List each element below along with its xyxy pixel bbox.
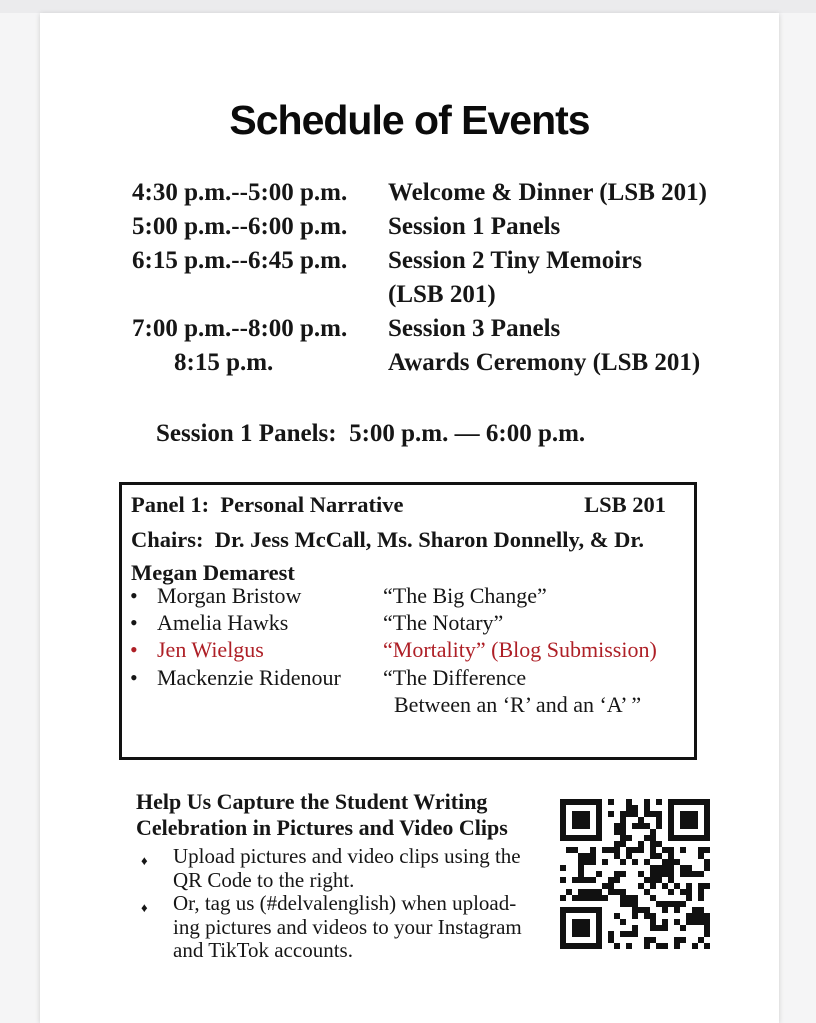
work-title: “The Difference Between an ‘R’ and an ‘A’ ”	[383, 664, 642, 717]
schedule-time: 8:15 p.m.	[174, 349, 274, 376]
bullet-icon: •	[130, 583, 138, 608]
capture-bullet	[138, 892, 588, 963]
schedule-event: Welcome & Dinner (LSB 201)	[388, 179, 707, 206]
bullet-icon: •	[130, 664, 138, 690]
schedule-time: 7:00 p.m.--8:00 p.m.	[132, 315, 348, 342]
page-title: Schedule of Events	[229, 97, 590, 143]
presenter-name: Mackenzie Ridenour	[157, 664, 341, 690]
presenter-row-highlighted	[130, 636, 688, 663]
schedule-event: Session 2 Tiny Memoirs (LSB 201)	[388, 247, 642, 308]
bullet-icon: •	[130, 637, 138, 663]
schedule-event: Awards Ceremony (LSB 201)	[388, 349, 701, 376]
presenter-name: Jen Wielgus	[157, 637, 264, 663]
presenter-row	[130, 609, 688, 636]
session-heading: Session 1 Panels: 5:00 p.m. — 6:00 p.m.	[156, 420, 586, 447]
work-title: “The Big Change”	[383, 583, 547, 608]
flyer-page	[40, 13, 779, 1023]
schedule-event: Session 3 Panels	[388, 315, 561, 342]
schedule-row	[132, 312, 707, 346]
work-title: “The Notary”	[383, 610, 504, 636]
schedule-time: 5:00 p.m.--6:00 p.m.	[132, 213, 348, 240]
panel-chairs: Chairs: Dr. Jess McCall, Ms. Sharon Donnelly, & Dr. Megan Demarest	[131, 527, 644, 585]
presenter-list	[130, 582, 688, 718]
work-title: “Mortality” (Blog Submission)	[383, 637, 657, 663]
schedule-row	[132, 210, 707, 244]
capture-bullet-list	[138, 845, 588, 963]
presenter-row	[130, 664, 688, 718]
schedule-row	[132, 176, 707, 210]
panel-title: Panel 1: Personal Narrative	[131, 492, 404, 517]
schedule-list	[132, 176, 707, 380]
capture-bullet	[138, 845, 588, 892]
background-strip	[0, 0, 816, 13]
capture-heading: Help Us Capture the Student Writing Celebration in Pictures and Video Clips	[136, 789, 508, 840]
schedule-event: Session 1 Panels	[388, 213, 561, 240]
presenter-name: Morgan Bristow	[157, 583, 302, 608]
panel-room: LSB 201	[584, 492, 666, 517]
schedule-time: 6:15 p.m.--6:45 p.m.	[132, 247, 348, 274]
bullet-icon: •	[130, 610, 138, 636]
schedule-row	[132, 244, 707, 312]
presenter-row	[130, 582, 688, 609]
capture-bullet-text: Upload pictures and video clips using the QR Code to the right.	[173, 844, 521, 892]
capture-bullet-text: Or, tag us (#delvalenglish) when upload- ing pictures and videos to your Instagram and TikTok accounts.	[173, 891, 522, 962]
diamond-bullet-icon: ♦	[141, 900, 148, 915]
schedule-time: 4:30 p.m.--5:00 p.m.	[132, 179, 348, 206]
presenter-name: Amelia Hawks	[157, 610, 289, 636]
schedule-row	[132, 346, 707, 380]
panel-header	[131, 488, 666, 521]
diamond-bullet-icon: ♦	[141, 853, 148, 868]
qr-code	[560, 799, 710, 949]
panel-box	[119, 482, 697, 760]
